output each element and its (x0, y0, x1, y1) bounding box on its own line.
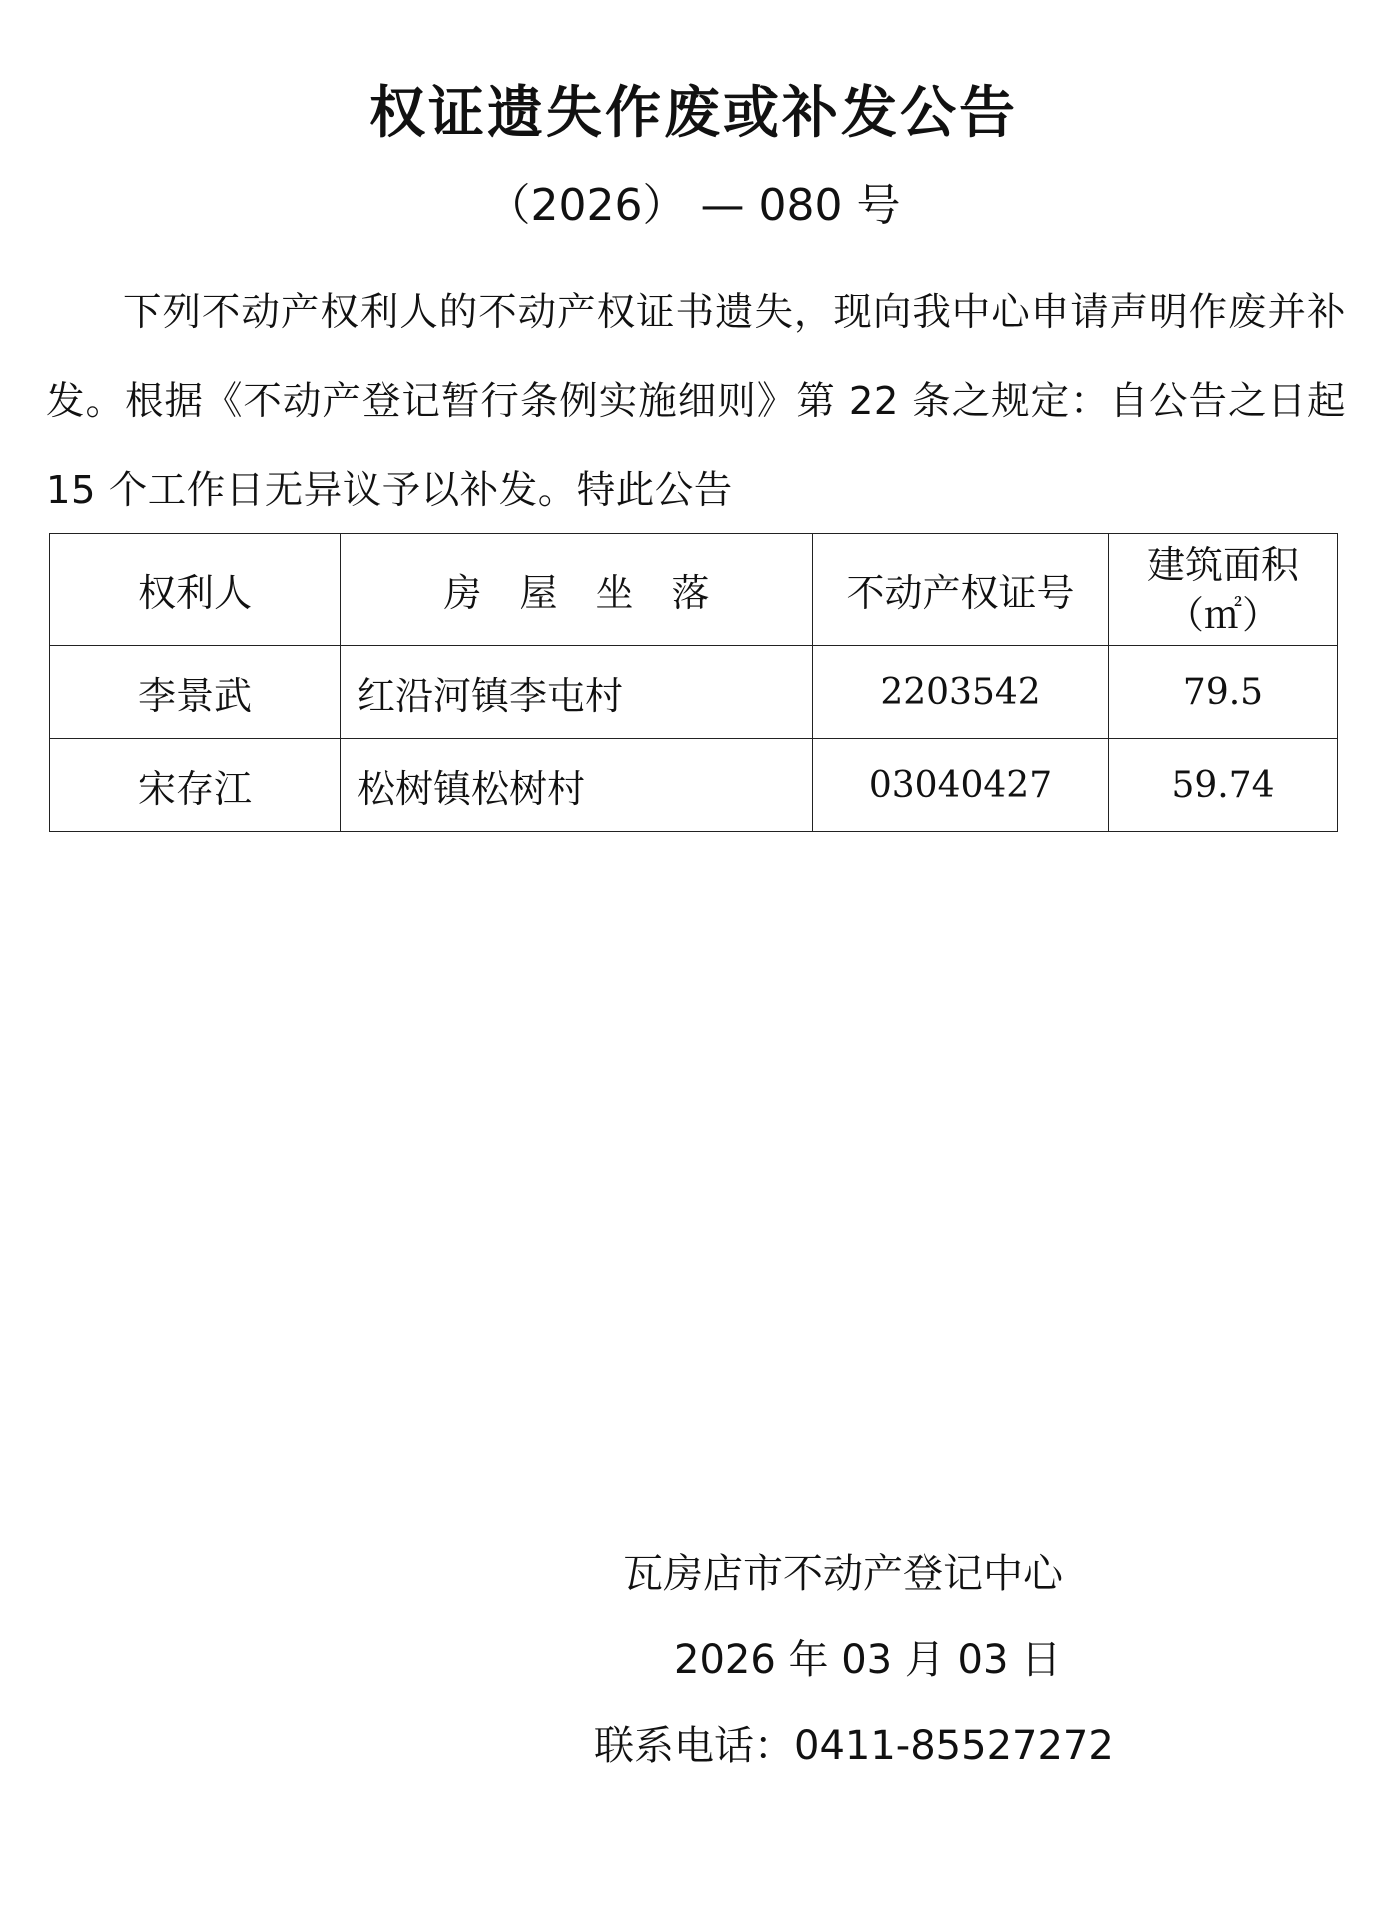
cell-holder: 宋存江 (50, 739, 341, 832)
header-location-label: 房屋坐落 (443, 571, 748, 615)
notice-body: 下列不动产权利人的不动产权证书遗失，现向我中心申请声明作废并补发。根据《不动产登记暂行条例实施细则》第 22 条之规定：自公告之日起 15 个工作日无异议予以补发。特此公告 (46, 290, 1346, 513)
header-cert-no: 不动产权证号 (813, 534, 1109, 646)
cell-cert-no: 03040427 (813, 739, 1109, 832)
cell-area: 59.74 (1109, 739, 1338, 832)
table-row (50, 739, 1338, 832)
header-location (341, 534, 813, 646)
records-table (49, 533, 1338, 832)
table-header-row (50, 534, 1338, 646)
footer-org: 瓦房店市不动产登记中心 (623, 1551, 1063, 1597)
header-area (1109, 534, 1338, 646)
cell-location: 红沿河镇李屯村 (341, 646, 813, 739)
cell-location: 松树镇松树村 (341, 739, 813, 832)
cell-area: 79.5 (1109, 646, 1338, 739)
footer-contact: 联系电话：0411-85527272 (594, 1723, 1114, 1769)
notice-title: 权证遗失作废或补发公告 (369, 81, 1018, 146)
cell-holder: 李景武 (50, 646, 341, 739)
footer-date: 2026 年 03 月 03 日 (674, 1637, 1062, 1683)
header-area-unit: （㎡） (1165, 592, 1280, 637)
table-row (50, 646, 1338, 739)
cell-cert-no: 2203542 (813, 646, 1109, 739)
header-area-label: 建筑面积 (1146, 542, 1299, 587)
notice-number: （2026） — 080 号 (486, 180, 901, 231)
header-holder: 权利人 (50, 534, 341, 646)
